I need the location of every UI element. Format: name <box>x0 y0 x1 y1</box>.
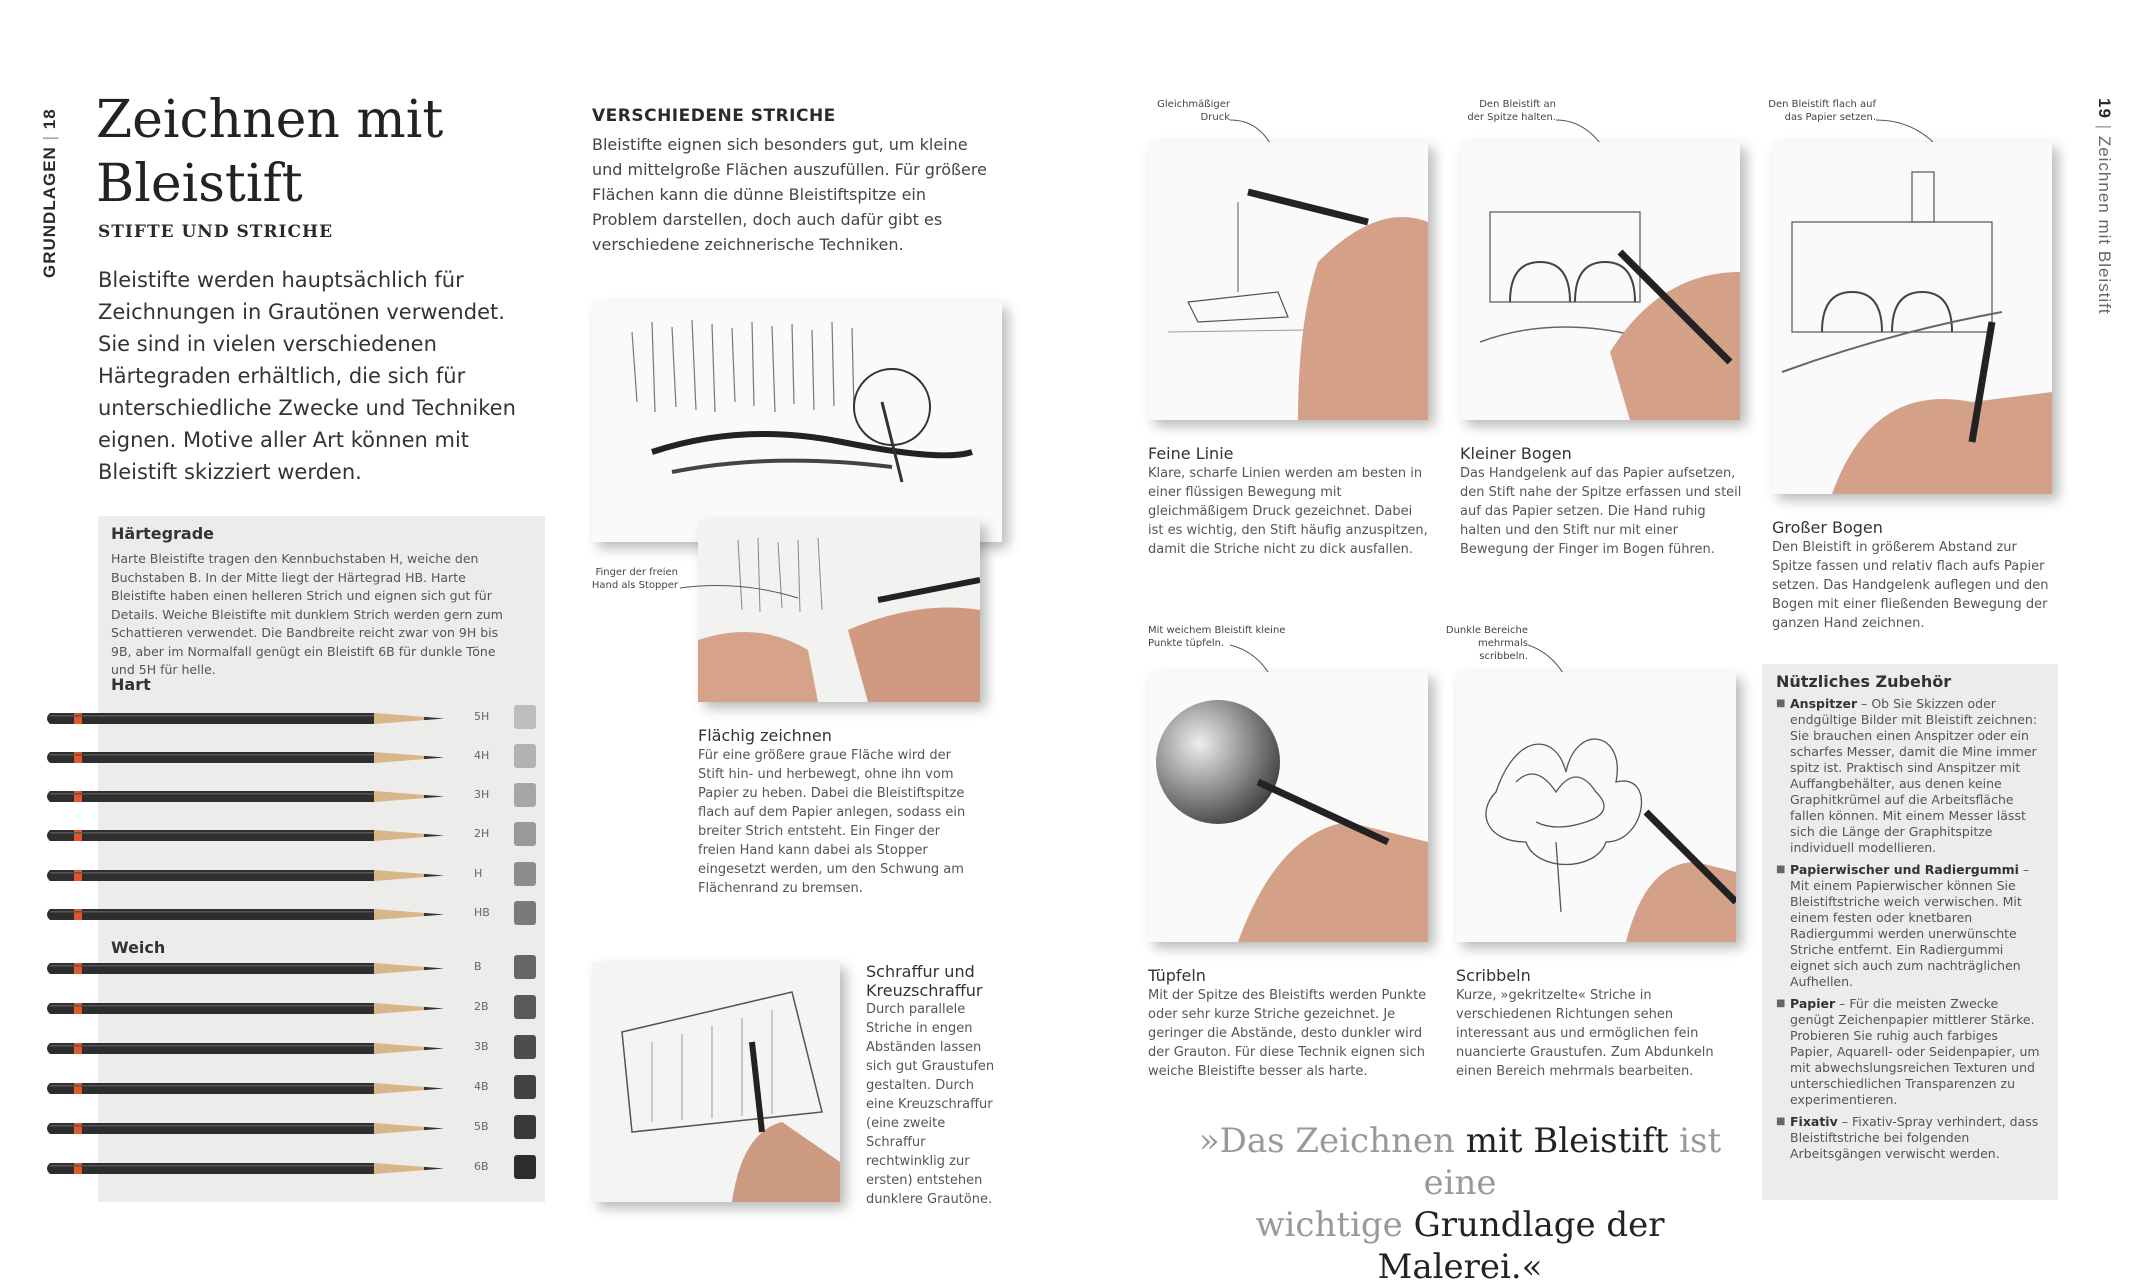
pull-quote-line-2 <box>1180 1204 1740 1288</box>
pencil-row-4h <box>44 746 544 768</box>
grade-label-3b: 3B <box>474 1040 489 1053</box>
pencil-row-6b <box>44 1157 544 1179</box>
pencil-row-2b <box>44 997 544 1019</box>
zubehoer-text-papier: – Für die meisten Zwecke genügt Zeichenpapier mittlerer Stärke. Probieren Sie ruhig auch farbiges Papier, Aquarell- oder Seidenpapier, um mit abwechslungsreichen Texturen und unterschiedlichen Transparenzen zu experimentieren. <box>1790 996 2040 1107</box>
finger-leader-line <box>680 580 800 600</box>
schraffur-text: Durch parallele Striche in engen Abständen lassen sich gut Graustufen gestalten. Durch eine Kreuzschraffur (eine zweite Schraffur rechtwinklig zur ersten) entstehen dunklere Grautöne. <box>866 1002 995 1207</box>
zubehoer-term-anspitzer: Anspitzer <box>1790 696 1858 711</box>
photo-flaechig-sketch <box>592 302 1002 542</box>
grade-label-2b: 2B <box>474 1000 489 1013</box>
swatch-2b <box>514 995 536 1019</box>
swatch-3h <box>514 783 536 807</box>
grosser-bogen-title: Großer Bogen <box>1772 518 1883 537</box>
running-head-right-page-number: 19 <box>2095 98 2114 119</box>
grosser-bogen-label: Den Bleistift flach auf das Papier setzen. <box>1768 99 1876 123</box>
photo-feine-linie <box>1148 142 1428 420</box>
pencil-hb <box>44 908 454 921</box>
pencil-6b <box>44 1162 454 1175</box>
swatch-4h <box>514 744 536 768</box>
photo-kleiner-bogen <box>1460 142 1740 420</box>
grade-label-4b: 4B <box>474 1080 489 1093</box>
zubehoer-box <box>1762 664 2058 1200</box>
pencil-2b <box>44 1002 454 1015</box>
verschiedene-striche-title: VERSCHIEDENE STRICHE <box>592 106 836 126</box>
pencil-row-5b <box>44 1117 544 1139</box>
page-title-line-1: Zeichnen mit <box>96 90 444 150</box>
zubehoer-item-anspitzer <box>1776 696 2044 856</box>
tuepfeln-label: Mit weichem Bleistift kleine Punkte tüpfeln. <box>1148 625 1286 649</box>
grade-label-hb: HB <box>474 906 490 919</box>
swatch-h <box>514 862 536 886</box>
photo-schraffur <box>592 962 840 1202</box>
running-head-right-separator: | <box>2095 124 2114 131</box>
page-subtitle: STIFTE UND STRICHE <box>98 222 334 242</box>
kleiner-bogen-title: Kleiner Bogen <box>1460 444 1572 463</box>
swatch-5h <box>514 705 536 729</box>
haertegrade-text: Harte Bleistifte tragen den Kennbuchstaben H, weiche den Buchstaben B. In der Mitte liegt der Härtegrad HB. Harte Bleistifte haben einen helleren Strich und eignen sich gut für Details. Weiche Bleistifte mit dunklem Strich werden gern zum Schattieren verwendet. Die Bandbreite reicht zwar von 9H bis 9B, aber im Normalfall genügt ein Bleistift 6B für dunkle Töne und 5H für helle. <box>111 551 503 677</box>
kleiner-bogen-text: Das Handgelenk auf das Papier aufsetzen, den Stift nahe der Spitze erfassen und steil auf das Papier setzen. Die Hand ruhig halten und den Stift nur mit einer Bewegung der Finger im Bogen führen. <box>1460 466 1742 557</box>
zubehoer-text-fixativ: – Fixativ-Spray verhindert, dass Bleistiftstriche bei folgenden Arbeitsgängen verwischt werden. <box>1790 1114 2039 1161</box>
haertegrade-title: Härtegrade <box>111 524 215 543</box>
zubehoer-text-anspitzer: – Ob Sie Skizzen oder endgültige Bilder mit Bleistift zeichnen: Sie brauchen einen Anspitzer oder ein scharfes Messer, damit die Mine immer spitz ist. Praktisch sind Anspitzer mit Auffangbehälter, aus denen keine Graphitkrümel auf die Arbeitsfläche fallen können. Mit einem Messer lässt sich die Länge der Graphitspitze individuell modellieren. <box>1790 696 2038 855</box>
running-head-separator: | <box>40 135 59 141</box>
grosser-bogen-text: Den Bleistift in größerem Abstand zur Spitze fassen und relativ flach aufs Papier setzen. Das Handgelenk auflegen und den Bogen mit einer fließenden Bewegung der ganzen Hand zeichnen. <box>1772 540 2049 631</box>
pencil-row-b <box>44 957 544 979</box>
swatch-2h <box>514 822 536 846</box>
feine-linie-text: Klare, scharfe Linien werden am besten in einer flüssigen Bewegung mit gleichmäßigem Druck gezeichnet. Dabei ist es wichtig, den Stift häufig anzuspitzen, damit die Striche nicht zu dick ausfallen. <box>1148 466 1428 557</box>
pencil-b <box>44 962 454 975</box>
pencil-3b <box>44 1042 454 1055</box>
quote-part-3: ist eine <box>1423 1121 1722 1203</box>
swatch-4b <box>514 1075 536 1099</box>
pencil-row-3h <box>44 785 544 807</box>
grade-label-3h: 3H <box>474 788 490 801</box>
flaechig-text: Für eine größere graue Fläche wird der Stift hin- und herbewegt, ohne ihn vom Papier zu heben. Dabei die Bleistiftspitze flach auf dem Papier anlegen, sodass ein breiter Strich entsteht. Ein Finger der freien Hand kann dabei als Stopper eingesetzt werden, um den Schwung am Flächenrand zu bremsen. <box>698 748 966 896</box>
quote-part-4: wichtige <box>1255 1205 1414 1245</box>
schraffur-title: Schraffur und Kreuzschraffur <box>866 962 983 1000</box>
zubehoer-term-fixativ: Fixativ <box>1790 1114 1838 1129</box>
pencil-row-hb <box>44 903 544 925</box>
zubehoer-term-papier: Papier <box>1790 996 1836 1011</box>
right-running-head <box>2088 98 2118 338</box>
pull-quote-line-1 <box>1180 1120 1740 1204</box>
page-title-line-2: Bleistift <box>96 154 303 214</box>
finger-label: Finger der freien Hand als Stopper <box>591 567 678 591</box>
grade-label-4h: 4H <box>474 749 490 762</box>
swatch-3b <box>514 1035 536 1059</box>
zubehoer-item-papierwischer <box>1776 862 2044 990</box>
grade-label-5h: 5H <box>474 710 490 723</box>
verschiedene-striche-text: Bleistifte eignen sich besonders gut, um kleine und mittelgroße Flächen auszufüllen. Für größere Flächen kann die dünne Bleistiftspitze ein Problem darstellen, doch auch dafür gibt es verschiedene zeichnerische Techniken. <box>592 135 987 254</box>
pencil-h <box>44 869 454 882</box>
photo-tuepfeln <box>1148 672 1428 942</box>
flaechig-title: Flächig zeichnen <box>698 726 832 745</box>
pencil-5b <box>44 1122 454 1135</box>
weich-label: Weich <box>111 938 166 957</box>
pencil-5h <box>44 712 454 725</box>
feine-linie-label: Gleichmäßiger Druck <box>1157 99 1230 123</box>
grade-label-6b: 6B <box>474 1160 489 1173</box>
grade-label-b: B <box>474 960 482 973</box>
intro-paragraph: Bleistifte werden hauptsächlich für Zeichnungen in Grautönen verwendet. Sie sind in vielen verschiedenen Härtegraden erhältlich, die sich für unterschiedliche Zwecke und Techniken eignen. Motive aller Art können mit Bleistift skizziert werden. <box>98 268 516 484</box>
grade-label-2h: 2H <box>474 827 490 840</box>
pencil-row-5h <box>44 707 544 729</box>
swatch-hb <box>514 901 536 925</box>
tuepfeln-title: Tüpfeln <box>1148 966 1206 985</box>
running-head-section: GRUNDLAGEN <box>40 146 59 278</box>
pencil-4h <box>44 751 454 764</box>
pencil-2h <box>44 829 454 842</box>
kleiner-bogen-label: Den Bleistift an der Spitze halten. <box>1467 99 1556 123</box>
pencil-4b <box>44 1082 454 1095</box>
pencil-3h <box>44 790 454 803</box>
swatch-6b <box>514 1155 536 1179</box>
page-title <box>96 88 556 216</box>
swatch-5b <box>514 1115 536 1139</box>
photo-grosser-bogen <box>1772 142 2052 494</box>
tuepfeln-text: Mit der Spitze des Bleistifts werden Punkte oder sehr kurze Striche gezeichnet. Je geringer die Abstände, desto dunkler wird der Grauton. Für diese Technik eignen sich weiche Bleistifte besser als harte. <box>1148 988 1427 1079</box>
zubehoer-item-fixativ <box>1776 1114 2044 1162</box>
zubehoer-term-papierwischer: Papierwischer und Radiergummi <box>1790 862 2019 877</box>
zubehoer-text-papierwischer: – Mit einem Papierwischer können Sie Bleistiftstriche weich verwischen. Mit einem festen oder knetbaren Radiergummi werden unerwünschte Striche entfernt. Ein Radiergummi eignet sich auch zum nachträglichen Aufhellen. <box>1790 862 2030 989</box>
swatch-b <box>514 955 536 979</box>
zubehoer-list <box>1776 696 2044 1168</box>
pencil-row-2h <box>44 824 544 846</box>
scribbeln-label: Dunkle Bereiche mehrmals scribbeln. <box>1445 625 1528 662</box>
scribbeln-text: Kurze, »gekritzelte« Striche in verschiedenen Richtungen sehen interessant aus und ermöglichen fein nuancierte Graustufen. Zum Abdunkeln einen Bereich mehrmals bearbeiten. <box>1456 988 1714 1079</box>
pull-quote <box>1180 1120 1740 1288</box>
hart-label: Hart <box>111 675 151 694</box>
quote-part-1: »Das Zeichnen <box>1198 1121 1466 1161</box>
grade-label-5b: 5B <box>474 1120 489 1133</box>
zubehoer-title: Nützliches Zubehör <box>1776 672 1952 691</box>
pencil-row-3b <box>44 1037 544 1059</box>
photo-finger-stopper <box>698 520 980 702</box>
pencil-row-h <box>44 864 544 886</box>
quote-part-2: mit Bleistift <box>1465 1121 1669 1161</box>
quote-part-5: Grundlage der Malerei.« <box>1377 1205 1665 1287</box>
scribbeln-title: Scribbeln <box>1456 966 1531 985</box>
running-head-page-number: 18 <box>40 108 59 130</box>
photo-scribbeln <box>1456 672 1736 942</box>
running-head-right-title: Zeichnen mit Bleistift <box>2095 135 2114 315</box>
grade-label-h: H <box>474 867 483 880</box>
left-running-head <box>40 98 70 278</box>
zubehoer-item-papier <box>1776 996 2044 1108</box>
pencil-row-4b <box>44 1077 544 1099</box>
feine-linie-title: Feine Linie <box>1148 444 1234 463</box>
